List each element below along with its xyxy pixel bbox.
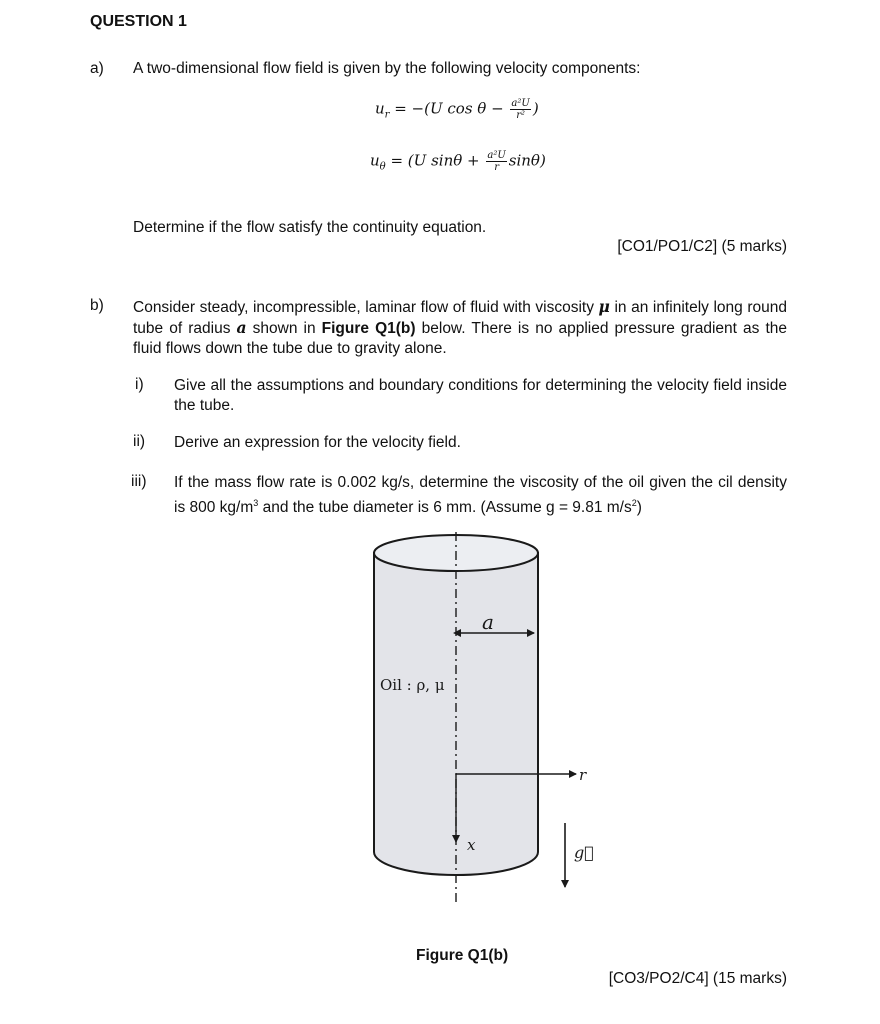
figure-caption: Figure Q1(b) <box>416 947 509 964</box>
sub-iii-label: iii) <box>131 473 147 490</box>
part-a-marks: [CO1/PO1/C2] (5 marks) <box>617 238 787 255</box>
eq1-lhs: u <box>375 99 385 118</box>
label-x: x <box>467 836 476 854</box>
sub-i-label: i) <box>135 376 144 393</box>
part-a-label: a) <box>90 60 104 77</box>
a-symbol: a <box>236 318 247 337</box>
label-g: g⃗ <box>574 843 594 862</box>
sub-iii-text-3: ) <box>636 499 642 517</box>
part-b-text-1: Consider steady, incompressible, laminar flow of fluid with viscosity <box>133 299 599 316</box>
label-a: a <box>482 610 494 634</box>
eq2-sub: θ <box>379 161 386 173</box>
eq2-tail: sinθ) <box>508 151 546 170</box>
part-b-text-3: shown in <box>246 320 322 337</box>
sub-iii-text-2: and the tube diameter is 6 mm. (Assume g = 9.81 m/s <box>258 499 632 517</box>
question-title: QUESTION 1 <box>90 13 187 30</box>
part-b-text-2: in an infinitely long round tube of radius <box>133 299 787 337</box>
eq1-tail: ) <box>532 99 539 118</box>
part-b-text-4: below. There is no applied pressure gradient as the fluid flows down the tube due to gravity alone. <box>133 320 788 357</box>
part-b-marks: [CO3/PO2/C4] (15 marks) <box>608 970 787 987</box>
sub-i-text: Give all the assumptions and boundary conditions for determining the velocity field inside the tube. <box>174 377 787 414</box>
part-b-label: b) <box>90 297 104 314</box>
eq2-lhs: u <box>370 151 380 170</box>
eq1-sub: r <box>384 109 390 121</box>
mu-symbol: μ <box>598 297 610 316</box>
eq1-lead: = −(U cos θ − <box>389 99 509 118</box>
sub-ii-text: Derive an expression for the velocity field. <box>174 434 461 451</box>
sub-ii-label: ii) <box>133 433 146 450</box>
sub-iii-sup-1: 3 <box>253 498 259 508</box>
part-a-task: Determine if the flow satisfy the continuity equation. <box>133 219 487 236</box>
part-a-intro: A two-dimensional flow field is given by the following velocity components: <box>133 60 641 77</box>
eq2-frac-den: r <box>494 162 499 173</box>
sub-iii-text-1: If the mass flow rate is 0.002 kg/s, determine the viscosity of the oil given the cil density is 800 kg/m <box>174 474 787 517</box>
figure-reference: Figure Q1(b) <box>321 320 416 337</box>
label-r: r <box>579 766 587 784</box>
eq2-lead: = (U sinθ + <box>385 151 485 170</box>
eq1-frac-den: r² <box>516 110 526 121</box>
sub-iii-sup-2: 2 <box>631 498 637 508</box>
label-oil: Oil : ρ, μ <box>380 676 445 694</box>
eq2-frac-num: a²U <box>487 150 506 161</box>
eq1-frac-num: a²U <box>511 98 530 109</box>
